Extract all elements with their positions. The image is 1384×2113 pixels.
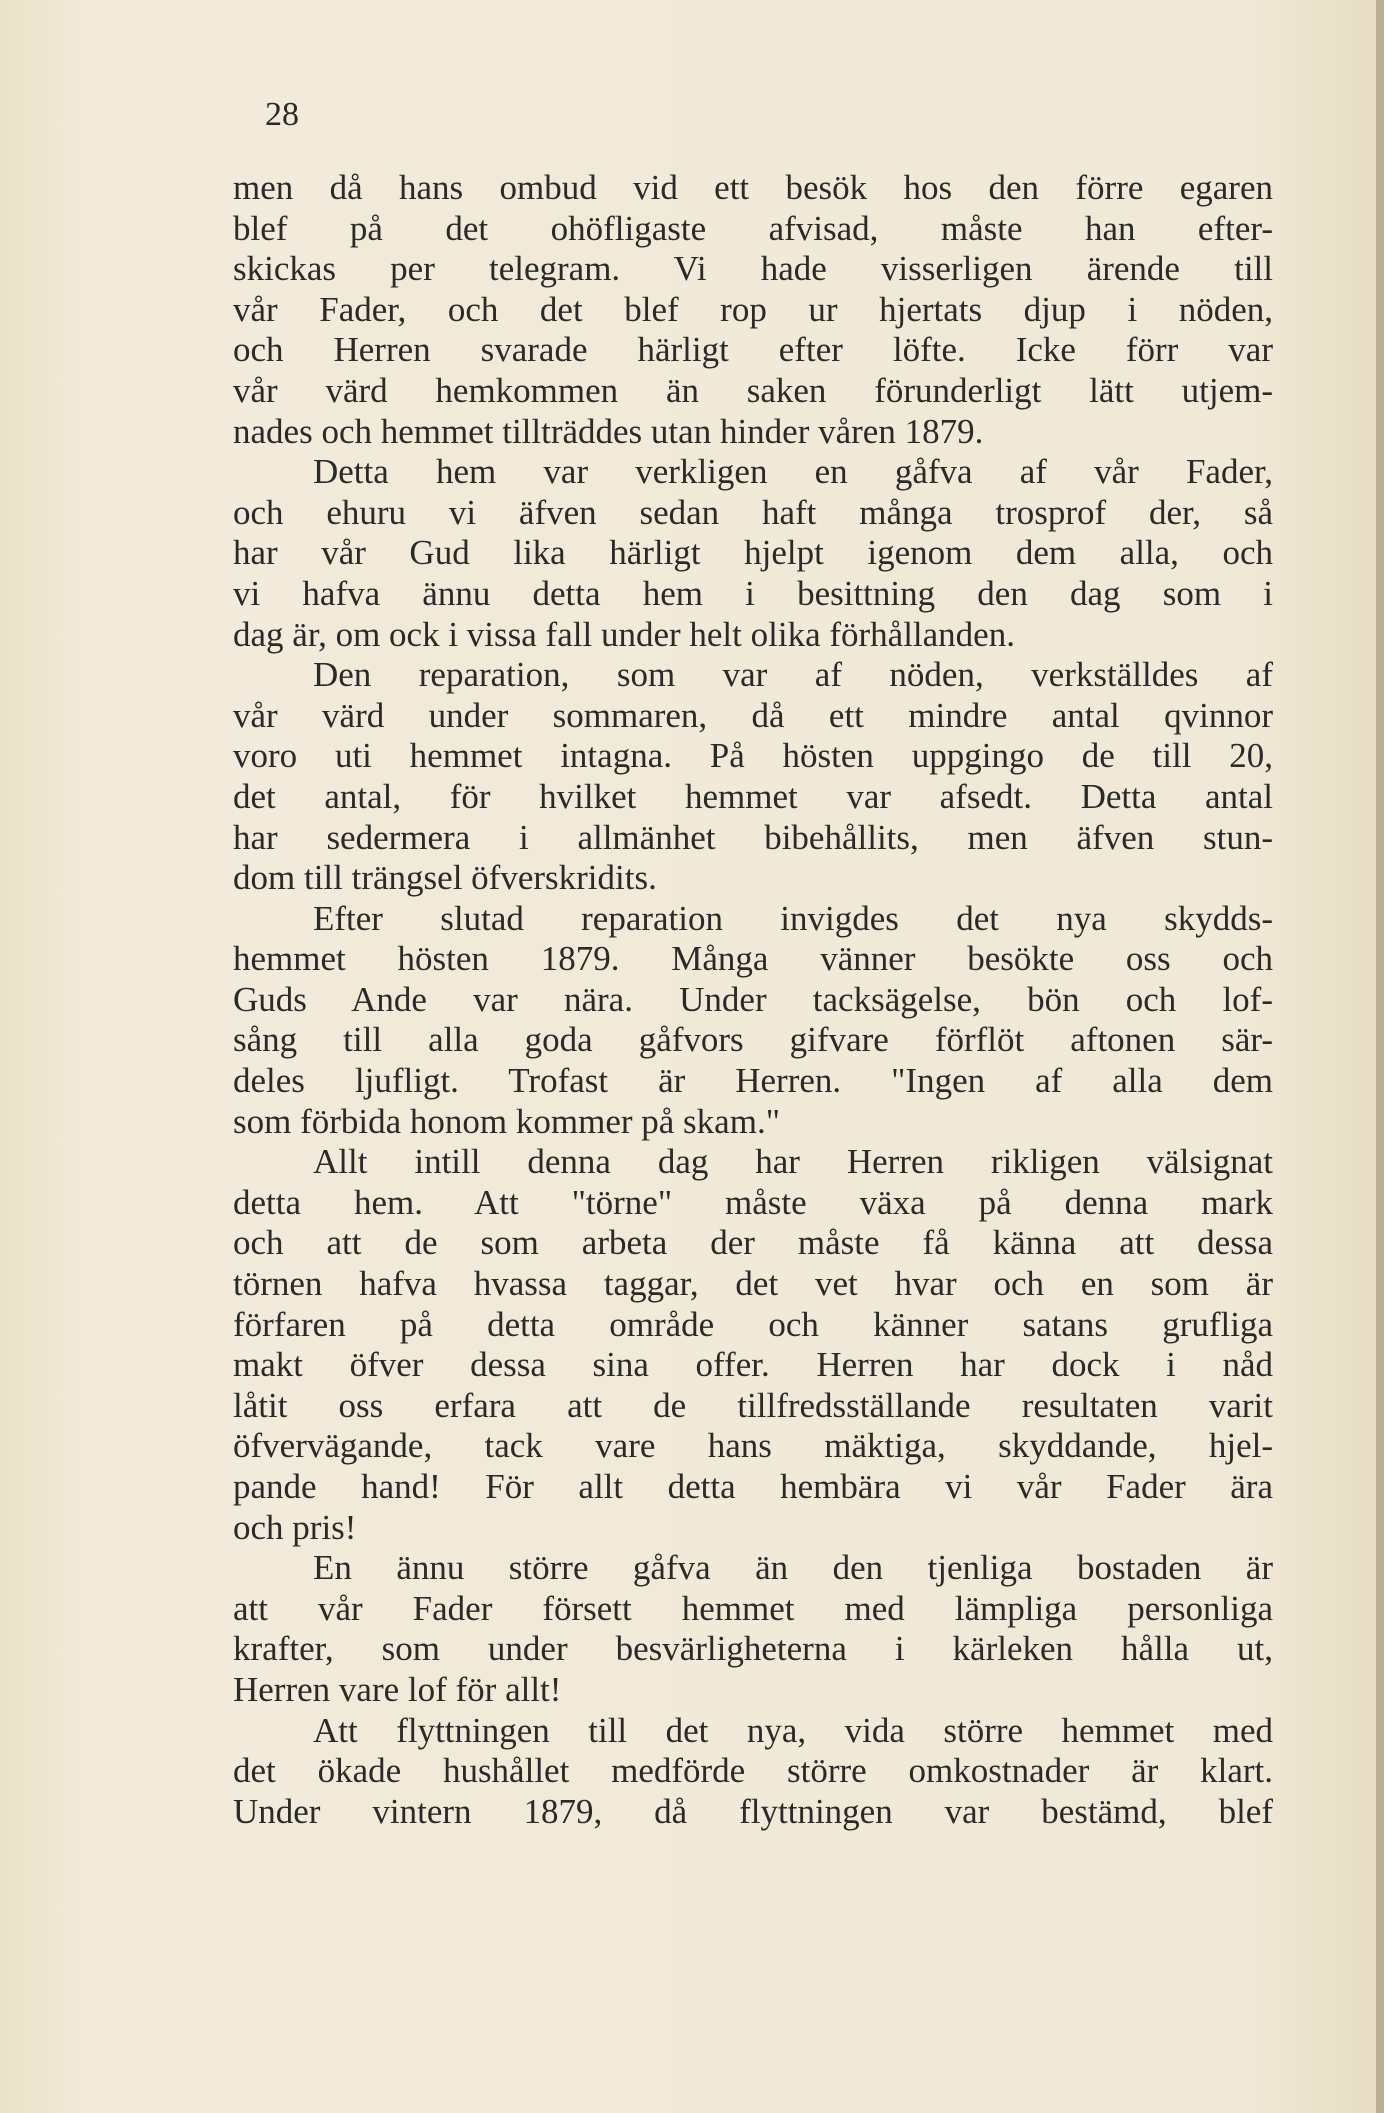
text-line: det antal, för hvilket hemmet var afsedt. Detta antal <box>233 776 1273 816</box>
text-line: öfvervägande, tack vare hans mäktiga, skyddande, hjel- <box>233 1426 1273 1466</box>
text-line: sång till alla goda gåfvors gifvare förflöt aftonen sär- <box>233 1020 1273 1060</box>
text-line: deles ljufligt. Trofast är Herren. "Ingen af alla dem <box>233 1061 1273 1101</box>
text-line: En ännu större gåfva än den tjenliga bostaden är <box>313 1548 1273 1588</box>
text-line: låtit oss erfara att de tillfredsställande resultaten varit <box>233 1385 1273 1425</box>
text-line: vår Fader, och det blef rop ur hjertats djup i nöden, <box>233 289 1273 329</box>
page-edge <box>1376 0 1384 2113</box>
text-line: men då hans ombud vid ett besök hos den förre egaren <box>233 168 1273 207</box>
text-line: Detta hem var verkligen en gåfva af vår Fader, <box>313 452 1273 492</box>
text-line: har sedermera i allmänhet bibehållits, men äfven stun- <box>233 817 1273 857</box>
text-line: Guds Ande var nära. Under tacksägelse, bön och lof- <box>233 979 1273 1019</box>
text-line: dom till trängsel öfverskridits. <box>233 858 657 898</box>
text-line: Den reparation, som var af nöden, verkställdes af <box>313 655 1273 695</box>
text-line: det ökade hushållet medförde större omkostnader är klart. <box>233 1751 1273 1791</box>
text-line: vi hafva ännu detta hem i besittning den dag som i <box>233 573 1273 613</box>
text-line: har vår Gud lika härligt hjelpt igenom dem alla, och <box>233 533 1273 573</box>
text-line: som förbida honom kommer på skam." <box>233 1101 780 1141</box>
text-line: förfaren på detta område och känner satans grufliga <box>233 1304 1273 1344</box>
text-line: Allt intill denna dag har Herren rikligen välsignat <box>313 1142 1273 1182</box>
text-line: och Herren svarade härligt efter löfte. Icke förr var <box>233 330 1273 370</box>
text-line: voro uti hemmet intagna. På hösten uppgingo de till 20, <box>233 736 1273 776</box>
text-line: Herren vare lof för allt! <box>233 1669 562 1709</box>
text-line: nades och hemmet tillträddes utan hinder våren 1879. <box>233 411 984 451</box>
text-line: makt öfver dessa sina offer. Herren har dock i nåd <box>233 1345 1273 1385</box>
text-line: Under vintern 1879, då flyttningen var bestämd, blef <box>233 1791 1273 1831</box>
text-line: och ehuru vi äfven sedan haft många trosprof der, så <box>233 492 1273 532</box>
text-line: vår värd hemkommen än saken förunderligt lätt utjem- <box>233 370 1273 410</box>
text-line: pande hand! För allt detta hembära vi vår Fader ära <box>233 1467 1273 1506</box>
text-line: detta hem. Att "törne" måste växa på denna mark <box>233 1182 1273 1222</box>
text-line: vår värd under sommaren, då ett mindre antal qvinnor <box>233 695 1273 735</box>
text-line: att vår Fader försett hemmet med lämpliga personliga <box>233 1588 1273 1628</box>
text-line: törnen hafva hvassa taggar, det vet hvar och en som är <box>233 1264 1273 1304</box>
page-number: 28 <box>265 96 299 133</box>
text-line: skickas per telegram. Vi hade visserligen ärende till <box>233 249 1273 289</box>
body-text <box>233 168 1273 1832</box>
text-line: krafter, som under besvärligheterna i kärleken hålla ut, <box>233 1629 1273 1669</box>
text-line: Efter slutad reparation invigdes det nya skydds- <box>313 898 1273 938</box>
text-line: och pris! <box>233 1507 357 1547</box>
text-line: blef på det ohöfligaste afvisad, måste han efter- <box>233 208 1273 248</box>
text-line: Att flyttningen till det nya, vida större hemmet med <box>313 1710 1273 1750</box>
text-line: dag är, om ock i vissa fall under helt olika förhållanden. <box>233 614 1015 654</box>
text-line: och att de som arbeta der måste få känna att dessa <box>233 1223 1273 1263</box>
text-line: hemmet hösten 1879. Många vänner besökte oss och <box>233 939 1273 979</box>
